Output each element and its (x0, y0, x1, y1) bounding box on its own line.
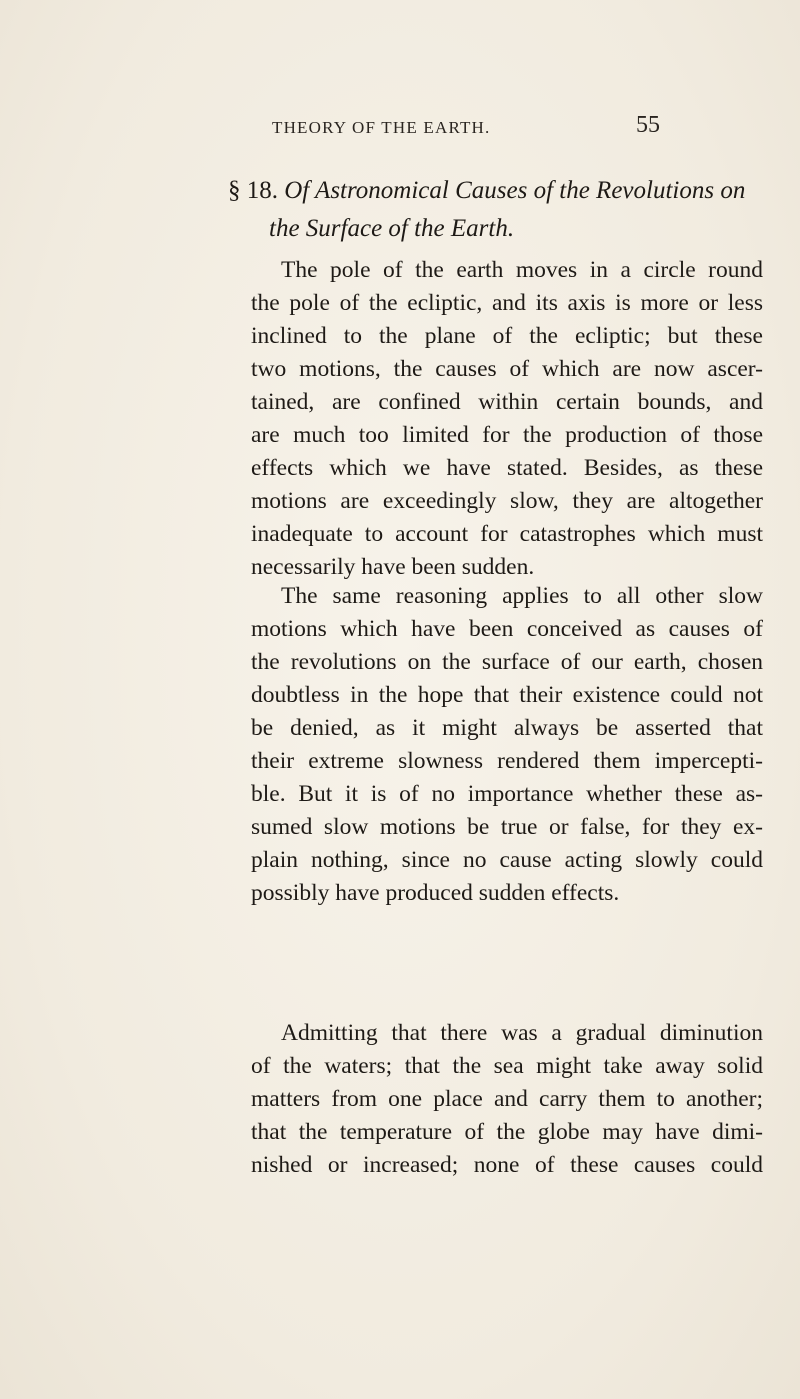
text-line: nished or increased; none of these causes could (251, 1152, 763, 1178)
text-line: plain nothing, since no cause acting slowly could (251, 847, 763, 873)
paragraph-2 (251, 580, 763, 910)
text-line: possibly have produced sudden effects. (251, 880, 620, 906)
text-line: their extreme slowness rendered them impercepti- (251, 748, 763, 774)
text-line: of the waters; that the sea might take away solid (251, 1053, 763, 1079)
text-line: two motions, the causes of which are now ascer- (251, 356, 763, 382)
text-line: doubtless in the hope that their existence could not (251, 682, 763, 708)
text-line: The same reasoning applies to all other slow (281, 583, 763, 609)
text-line: inadequate to account for catastrophes which must (251, 521, 763, 547)
section-heading (228, 172, 788, 248)
text-line: ble. But it is of no importance whether these as- (251, 781, 763, 807)
section-heading-line-1 (228, 172, 788, 210)
paragraph-1 (251, 254, 763, 584)
text-line: be denied, as it might always be asserted that (251, 715, 763, 741)
section-title-part-1: Of Astronomical Causes of the Revolutions on (284, 177, 746, 204)
text-line: motions which have been conceived as causes of (251, 616, 763, 642)
running-title: THEORY OF THE EARTH. (272, 118, 491, 137)
text-line: The pole of the earth moves in a circle round (281, 257, 763, 283)
text-line: inclined to the plane of the ecliptic; but these (251, 323, 763, 349)
text-line: matters from one place and carry them to another; (251, 1086, 763, 1112)
text-line: are much too limited for the production of those (251, 422, 763, 448)
text-line: motions are exceedingly slow, they are altogether (251, 488, 763, 514)
text-line: that the temperature of the globe may have dimi- (251, 1119, 763, 1145)
running-head (0, 112, 800, 148)
text-line: the revolutions on the surface of our earth, chosen (251, 649, 763, 675)
text-line: effects which we have stated. Besides, as these (251, 455, 763, 481)
text-line: necessarily have been sudden. (251, 554, 535, 580)
page-number: 55 (636, 112, 660, 138)
section-title-part-2: the Surface of the Earth. (269, 215, 515, 242)
text-line: Admitting that there was a gradual diminution (281, 1020, 763, 1046)
text-line: sumed slow motions be true or false, for they ex- (251, 814, 763, 840)
text-line: the pole of the ecliptic, and its axis is more or less (251, 290, 763, 316)
text-line: tained, are confined within certain bounds, and (251, 389, 763, 415)
section-number: § 18. (228, 177, 278, 204)
paragraph-3 (251, 1017, 763, 1182)
